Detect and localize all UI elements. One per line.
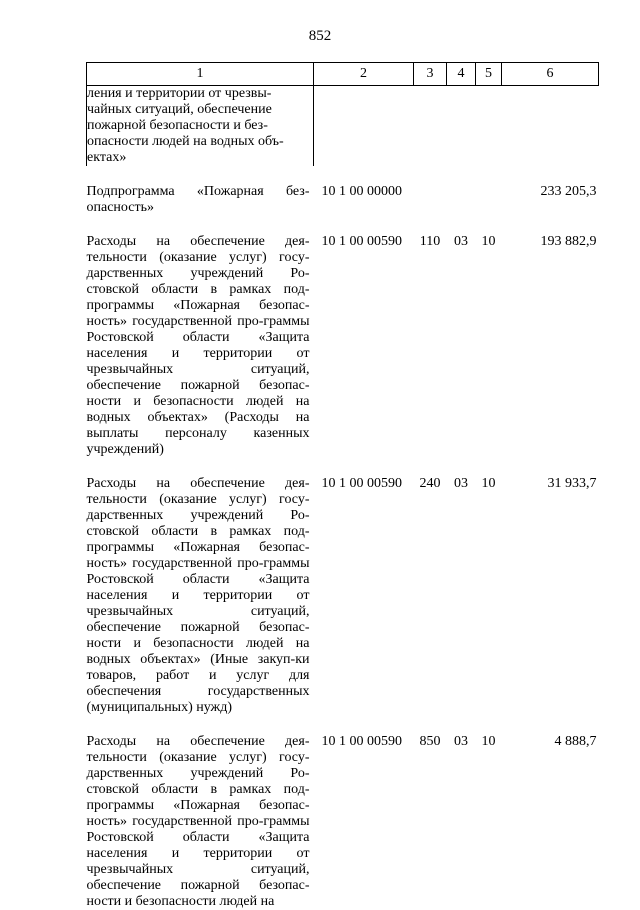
row-code: 10 1 00 00590: [321, 476, 402, 491]
table-row: [87, 184, 599, 216]
row-c3: [414, 184, 447, 216]
row-c5: 10: [481, 476, 496, 491]
row-c5: [476, 184, 502, 216]
row-c4: 03: [454, 476, 468, 491]
row-c3: 850: [419, 734, 441, 749]
row-spacer: [87, 216, 599, 234]
row-name: Расходы на обеспечение дея-тельности (оказание услуг) госу-дарственных учреждений Ро-стовской области в рамках под-программы «Пожарная безопас-ность» государственной про-граммы Ростовской области «Защита населения и территории от чрезвычайных ситуаций, обеспечение пожарной безопас-ности и безопасности людей на: [86, 734, 310, 909]
row-amount: 31 933,7: [547, 476, 597, 491]
row-code: 10 1 00 00590: [321, 734, 402, 749]
table-header-row: [87, 63, 599, 86]
row-amount: [502, 86, 599, 167]
table-row: [87, 734, 599, 910]
row-amount: 4 888,7: [554, 734, 597, 749]
row-c5: 10: [481, 234, 496, 249]
row-name: Подпрограмма «Пожарная без-опасность»: [86, 184, 310, 215]
row-c4: 03: [454, 734, 468, 749]
table-row: [87, 234, 599, 458]
row-c4: [447, 184, 476, 216]
row-spacer: [87, 166, 599, 184]
budget-table: [86, 62, 599, 910]
row-c3: 110: [419, 234, 441, 249]
header-col-3: 3: [414, 63, 447, 86]
table-row: [87, 476, 599, 716]
row-c5: 10: [481, 734, 496, 749]
row-spacer: [87, 458, 599, 476]
row-code: [314, 86, 414, 167]
page-number: 852: [308, 28, 332, 44]
row-c4: 03: [454, 234, 468, 249]
row-name: Расходы на обеспечение дея-тельности (оказание услуг) госу-дарственных учреждений Ро-стовской области в рамках под-программы «Пожарная безопас-ность» государственной про-граммы Ростовской области «Защита населения и территории от чрезвычайных ситуаций, обеспечение пожарной безопас-ности и безопасности людей на водных объектах» (Иные закуп-ки товаров, работ и услуг для обеспечения государственных (муниципальных) нужд): [86, 476, 310, 715]
header-col-4: 4: [447, 63, 476, 86]
row-spacer: [87, 716, 599, 734]
header-col-5: 5: [476, 63, 502, 86]
row-code: 10 1 00 00590: [321, 234, 402, 249]
table-row: [87, 86, 599, 167]
row-code: 10 1 00 00000: [321, 184, 402, 199]
header-col-2: 2: [314, 63, 414, 86]
row-amount: 193 882,9: [540, 234, 597, 249]
header-col-1: 1: [87, 63, 314, 86]
row-amount: 233 205,3: [540, 184, 597, 199]
row-name: ления и территории от чрезвы-чайных ситуаций, обеспечение пожарной безопасности и без-опасности людей на водных объ-ектах»: [87, 86, 314, 167]
row-c5: [476, 86, 502, 167]
row-name: Расходы на обеспечение дея-тельности (оказание услуг) госу-дарственных учреждений Ро-стовской области в рамках под-программы «Пожарная безопас-ность» государственной про-граммы Ростовской области «Защита населения и территории от чрезвычайных ситуаций, обеспечение пожарной безопас-ности и безопасности людей на водных объектах» (Расходы на выплаты персоналу казенных учреждений): [86, 234, 310, 457]
row-c3: [414, 86, 447, 167]
row-c4: [447, 86, 476, 167]
header-col-6: 6: [502, 63, 599, 86]
row-c3: 240: [419, 476, 441, 491]
